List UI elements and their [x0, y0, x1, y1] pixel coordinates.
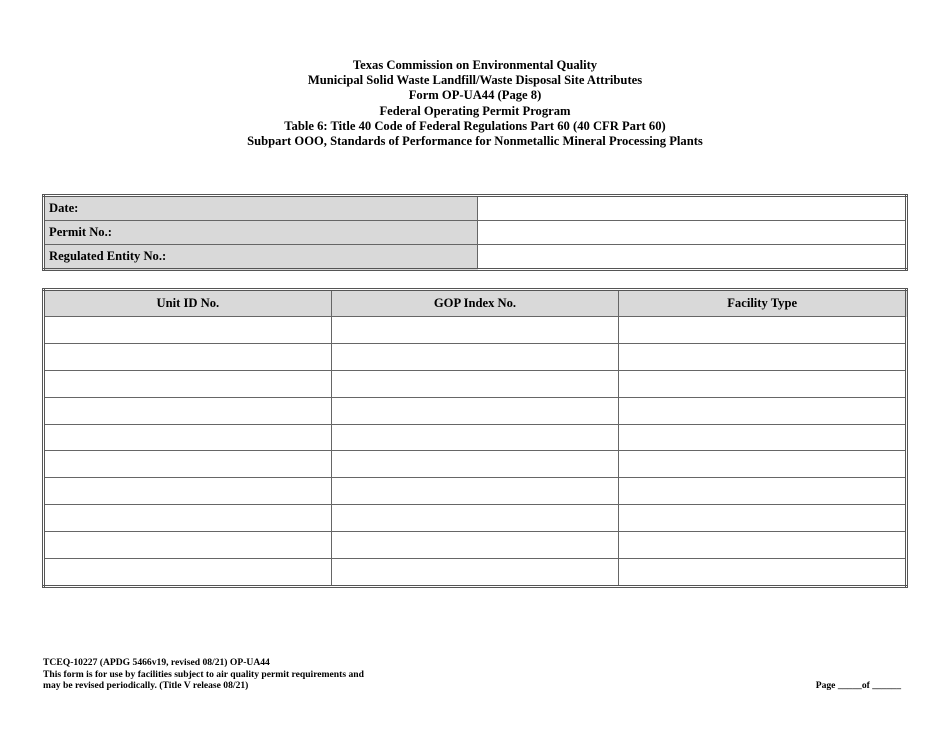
table-subtitle: Subpart OOO, Standards of Performance for Nonmetallic Mineral Processing Plants	[247, 134, 703, 149]
facility-type-cell[interactable]	[619, 532, 907, 559]
unit-id-header: Unit ID No.	[44, 290, 332, 317]
gop-index-cell[interactable]	[331, 317, 619, 344]
permit-info-table	[42, 194, 908, 271]
unit-id-cell[interactable]	[44, 397, 332, 424]
agency-title: Texas Commission on Environmental Quality	[352, 58, 598, 72]
unit-id-cell[interactable]	[44, 424, 332, 451]
form-subject: Municipal Solid Waste Landfill/Waste Disposal Site Attributes	[307, 73, 643, 88]
facility-type-cell[interactable]	[619, 424, 907, 451]
form-header	[0, 58, 950, 149]
gop-index-cell[interactable]	[331, 505, 619, 532]
gop-index-cell[interactable]	[331, 451, 619, 478]
table-row	[44, 478, 907, 505]
gop-index-cell[interactable]	[331, 370, 619, 397]
table-row	[44, 532, 907, 559]
gop-index-cell[interactable]	[331, 397, 619, 424]
facility-type-cell[interactable]	[619, 478, 907, 505]
unit-id-cell[interactable]	[44, 532, 332, 559]
form-number: Form OP-UA44 (Page 8)	[408, 88, 542, 103]
gop-index-cell[interactable]	[331, 532, 619, 559]
usage-note-line: This form is for use by facilities subject to air quality permit requirements and	[43, 668, 364, 680]
facility-type-cell[interactable]	[619, 505, 907, 532]
facility-type-cell[interactable]	[619, 559, 907, 587]
date-field[interactable]	[478, 196, 907, 221]
form-id-line: TCEQ-10227 (APDG 5466v19, revised 08/21) OP-UA44	[43, 657, 270, 668]
table-row	[44, 343, 907, 370]
permit-no-label: Permit No.:	[44, 221, 478, 245]
revision-note-line: may be revised periodically. (Title V release 08/21)	[43, 680, 249, 692]
unit-id-cell[interactable]	[44, 559, 332, 587]
gop-index-cell[interactable]	[331, 343, 619, 370]
unit-id-cell[interactable]	[44, 451, 332, 478]
table-row	[44, 505, 907, 532]
gop-index-cell[interactable]	[331, 559, 619, 587]
table-row	[44, 424, 907, 451]
unit-table-header-row	[44, 290, 907, 317]
facility-type-cell[interactable]	[619, 317, 907, 344]
permit-no-field[interactable]	[478, 221, 907, 245]
gop-index-header: GOP Index No.	[331, 290, 619, 317]
unit-id-cell[interactable]	[44, 370, 332, 397]
table-row	[44, 397, 907, 424]
facility-type-cell[interactable]	[619, 343, 907, 370]
unit-id-cell[interactable]	[44, 478, 332, 505]
table-title: Table 6: Title 40 Code of Federal Regulations Part 60 (40 CFR Part 60)	[284, 118, 666, 133]
facility-type-cell[interactable]	[619, 370, 907, 397]
gop-index-cell[interactable]	[331, 478, 619, 505]
date-label: Date:	[44, 196, 478, 221]
unit-table	[42, 288, 908, 588]
unit-id-cell[interactable]	[44, 505, 332, 532]
unit-id-cell[interactable]	[44, 343, 332, 370]
regulated-entity-field[interactable]	[478, 245, 907, 270]
facility-type-header: Facility Type	[619, 290, 907, 317]
table-row	[44, 451, 907, 478]
entity-row	[44, 245, 907, 270]
permit-row	[44, 221, 907, 245]
unit-id-cell[interactable]	[44, 317, 332, 344]
program-title: Federal Operating Permit Program	[379, 103, 571, 118]
date-row	[44, 196, 907, 221]
table-row	[44, 370, 907, 397]
facility-type-cell[interactable]	[619, 451, 907, 478]
page-number: Page _____of ______	[815, 680, 901, 691]
table-row	[44, 559, 907, 587]
gop-index-cell[interactable]	[331, 424, 619, 451]
table-row	[44, 317, 907, 344]
regulated-entity-label: Regulated Entity No.:	[44, 245, 478, 270]
form-footer	[43, 657, 364, 692]
facility-type-cell[interactable]	[619, 397, 907, 424]
